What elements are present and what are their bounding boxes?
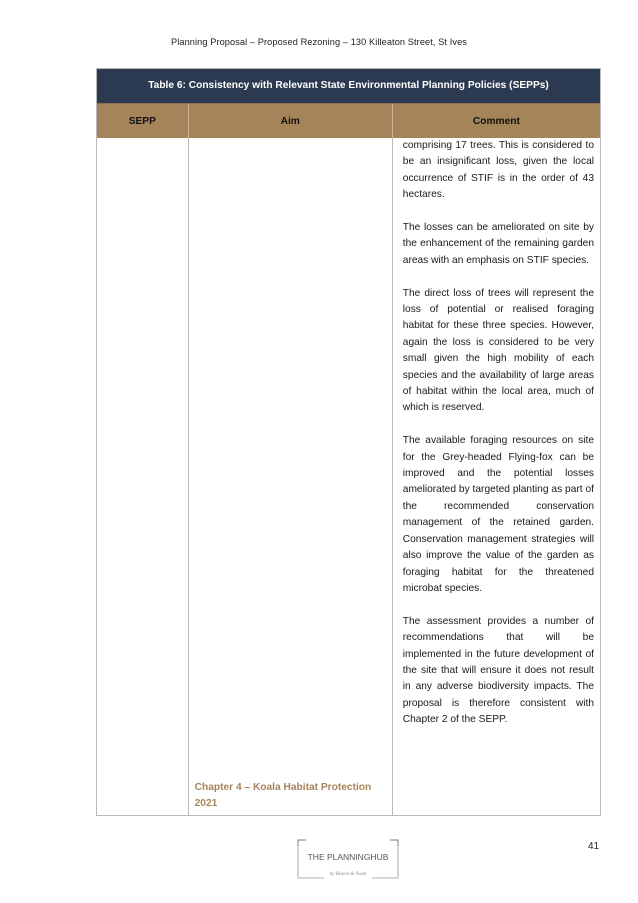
planninghub-logo <box>296 838 400 882</box>
column-header-aim: Aim <box>189 104 393 138</box>
sepp-table <box>96 68 601 816</box>
koala-chapter-heading: Chapter 4 – Koala Habitat Protection 2021 <box>194 782 372 809</box>
comment-paragraph: The available foraging resources on site for the Grey-headed Flying-fox can be improved and the potential losses ameliorated by targeted planting as part of the recommended conservation management of the retained garden. Conservation management strategies will also improve the value of the garden as foraging habitat for the threatened microbat species. <box>402 435 594 594</box>
comment-paragraph: The assessment provides a number of recommendations that will be implemented in the future development of the site that will ensure it does not result in any adverse biodiversity impacts. The proposal is therefore consistent with Chapter 2 of the SEPP. <box>402 615 594 726</box>
logo-text: THE PLANNINGHUB <box>307 852 389 862</box>
logo-tagline: by Hawes & Swan <box>329 872 367 877</box>
comment-paragraph: The direct loss of trees will represent the loss of potential or realised foraging habitat for these three species. However, again the loss is considered to be very small given the high mobility of each species and the availability of large areas of habitat within the local area, much of which is reserved. <box>402 287 594 414</box>
aim-cell <box>189 138 393 815</box>
comment-paragraph: The losses can be ameliorated on site by the enhancement of the remaining garden areas with an emphasis on STIF species. <box>402 222 594 266</box>
logo-frame-icon <box>296 838 400 882</box>
sepp-cell <box>97 138 189 815</box>
table-header-row <box>97 103 600 138</box>
comment-cell <box>393 138 600 815</box>
column-header-sepp: SEPP <box>97 104 189 138</box>
comment-paragraph: comprising 17 trees. This is considered to be an insignificant loss, given the local occurrence of STIF is in the order of 43 hectares. <box>402 140 594 201</box>
running-header: Planning Proposal – Proposed Rezoning – 130 Killeaton Street, St Ives <box>171 37 467 47</box>
table-row <box>97 138 600 815</box>
page-number: 41 <box>588 841 600 852</box>
table-title: Table 6: Consistency with Relevant State Environmental Planning Policies (SEPPs) <box>97 69 600 103</box>
column-header-comment: Comment <box>472 115 520 127</box>
